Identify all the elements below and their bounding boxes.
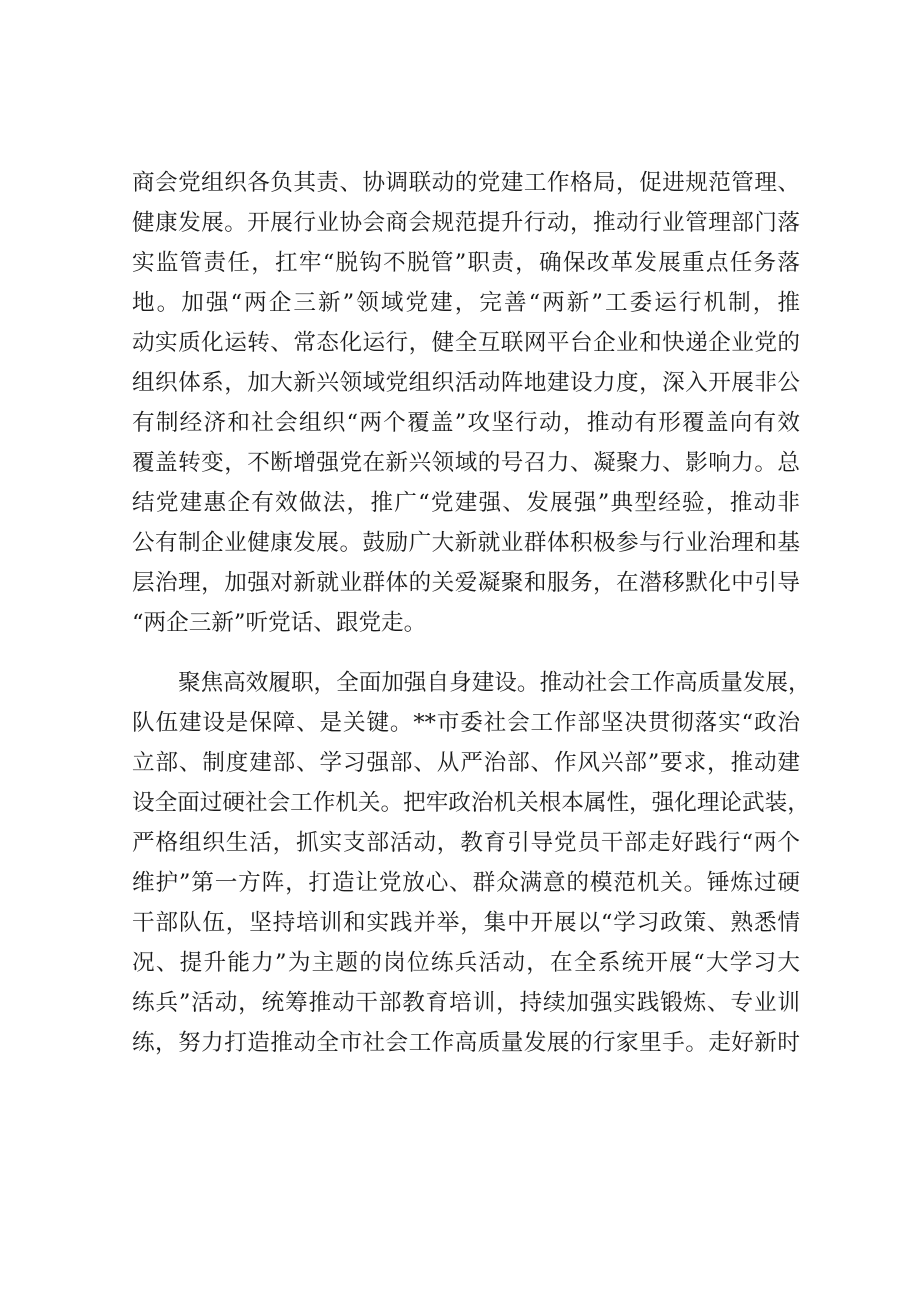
text-line: 实监管责任，扛牢“脱钩不脱管”职责，确保改革发展重点任务落 [132,250,800,276]
text-line: 动实质化运转、常态化运行，健全互联网平台企业和快递企业党的 [132,330,800,356]
text-line: 干部队伍，坚持培训和实践并举，集中开展以“学习政策、熟悉情 [132,910,800,936]
text-line: 队伍建设是保障、是关键。**市委社会工作部坚决贯彻落实“政治 [132,710,800,736]
text-line: 结党建惠企有效做法，推广“党建强、发展强”典型经验，推动非 [132,490,800,516]
text-line: “两企三新”听党话、跟党走。 [132,610,427,636]
text-line: 有制经济和社会组织“两个覆盖”攻坚行动，推动有形覆盖向有效 [132,410,800,436]
text-line: 况、提升能力”为主题的岗位练兵活动，在全系统开展“大学习大 [132,950,800,976]
text-line: 层治理，加强对新就业群体的关爱凝聚和服务，在潜移默化中引导 [132,570,800,596]
text-line: 健康发展。开展行业协会商会规范提升行动，推动行业管理部门落 [132,210,800,236]
text-line: 严格组织生活，抓实支部活动，教育引导党员干部走好践行“两个 [132,830,800,856]
text-line: 立部、制度建部、学习强部、从严治部、作风兴部”要求，推动建 [132,750,800,776]
text-line: 维护”第一方阵，打造让党放心、群众满意的模范机关。锤炼过硬 [132,870,800,896]
text-line: 公有制企业健康发展。鼓励广大新就业群体积极参与行业治理和基 [132,530,800,556]
text-line: 覆盖转变，不断增强党在新兴领域的号召力、凝聚力、影响力。总 [132,450,800,476]
text-line: 商会党组织各负其责、协调联动的党建工作格局，促进规范管理、 [132,170,800,196]
text-line: 练，努力打造推动全市社会工作高质量发展的行家里手。走好新时 [132,1030,800,1056]
text-line: 设全面过硬社会工作机关。把牢政治机关根本属性，强化理论武装， [132,790,810,816]
text-line: 地。加强“两企三新”领域党建，完善“两新”工委运行机制，推 [132,290,800,316]
text-line: 练兵”活动，统筹推动干部教育培训，持续加强实践锻炼、专业训 [132,990,800,1016]
text-line: 组织体系，加大新兴领域党组织活动阵地建设力度，深入开展非公 [132,370,800,396]
text-line: 聚焦高效履职，全面加强自身建设。推动社会工作高质量发展， [178,670,811,696]
